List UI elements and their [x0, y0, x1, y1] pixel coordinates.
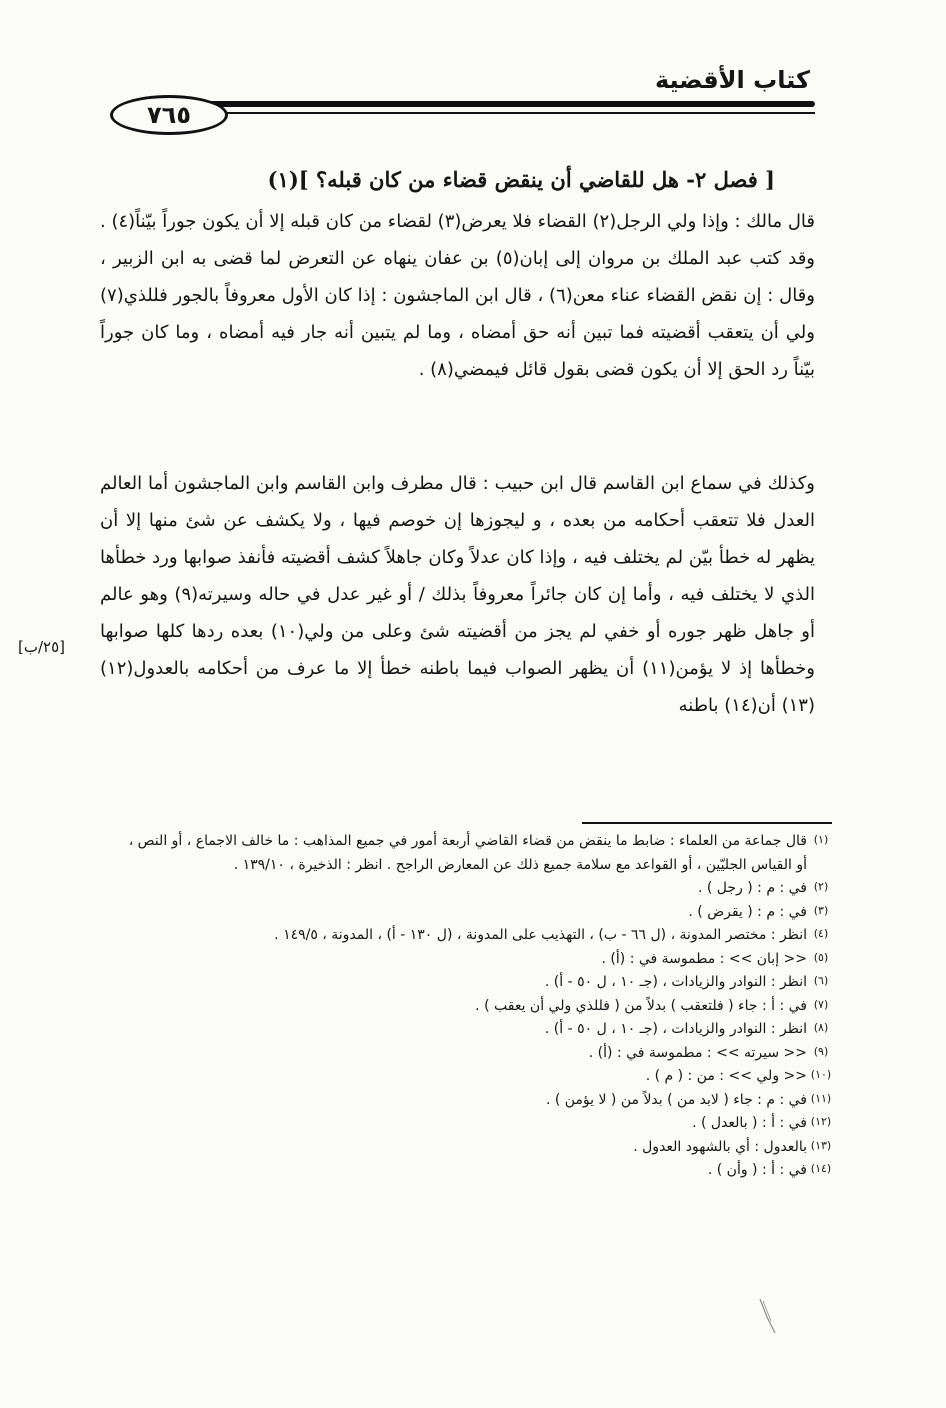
footnote-number: (١)	[813, 833, 829, 846]
footnote-text: انظر : النوادر والزيادات ، (جـ ١٠ ، ل ٥٠ - أ) .	[544, 974, 807, 990]
footnote	[120, 1112, 835, 1136]
footnote-number: (٣)	[813, 903, 829, 917]
footnote-text: في : أ : ( بالعدل ) .	[692, 1115, 807, 1131]
footnote-number: (١٤)	[810, 1162, 832, 1175]
footnote	[120, 1042, 835, 1066]
footnote	[120, 830, 835, 877]
footnote-text: بالعدول : أي بالشهود العدول .	[633, 1138, 807, 1155]
footnote-number: (١٢)	[810, 1115, 832, 1128]
footnote-text: في : أ : ( وأن ) .	[707, 1162, 807, 1178]
manuscript-folio-note: [٢٥/ب]	[18, 638, 66, 656]
footnote-divider	[582, 822, 832, 824]
footnotes	[120, 830, 835, 1183]
footnote-text: في : م : جاء ( لابد من ) بدلاً من ( لا يؤمن ) .	[545, 1091, 807, 1108]
footnote	[120, 971, 835, 995]
footnote-text: قال جماعة من العلماء : ضابط ما ينقض من قضاء القاضي أربعة أمور في جميع المذاهب : ما خالف الاجماع ، أو النص ، أو القياس الجليّين ، أو القواعد مع سلامة جميع ذلك عن المعارض الراجح . انظر : الذخيرة ، ١٣٩/١٠ .	[128, 833, 807, 873]
footnote	[120, 901, 835, 925]
book-title: كتاب الأقضية	[654, 66, 810, 94]
footnote-number: (٢)	[813, 880, 829, 893]
footnote-number: (٨)	[813, 1021, 829, 1034]
paragraph: وكذلك في سماع ابن القاسم قال ابن حبيب : قال مطرف وابن القاسم وابن الماجشون أما العالم العدل فلا تتعقب أحكامه من بعده ، و ليجوزها إن خوصم فيها ، ولا يكشف عن شئ منها إلا أن يظهر له خطأ بيّن لم يختلف فيه ، وإذا كان عدلاً وكان جاهلاً كشف أقضيته فأنفذ صوابها ورد خطأها الذي لا يختلف فيه ، وأما إن كان جائراً معروفاً بذلك / أو غير عدل في حاله وسيرته(٩) وهو عالم أو جاهل ظهر جوره أو خفي لم يجز من أقضيته شئ وعلى من ولي(١٠) بعده ردها كلها صوابها وخطأها إذ لا يؤمن(١١) أن يظهر الصواب فيما باطنه خطأ إلا ما عرف من أحكامه بالعدول(١٢)(١٣) أن(١٤) باطنه	[100, 473, 816, 716]
section-heading: [ فصل ٢- هل للقاضي أن ينقض قضاء من كان قبله؟ ](١)	[267, 167, 775, 192]
footnote-number: (٥)	[813, 950, 829, 964]
footnote-text: انظر : النوادر والزيادات ، (جـ ١٠ ، ل ٥٠ - أ) .	[544, 1021, 807, 1037]
scan-scratch-mark	[755, 1297, 785, 1337]
footnote	[120, 948, 835, 972]
footnote-text: انظر : مختصر المدونة ، (ل ٦٦ - ب) ، التهذيب على المدونة ، (ل ١٣٠ - أ) ، المدونة ، ١٤٩/٥ .	[274, 927, 807, 943]
footnote-text: في : م : ( يقرض ) .	[688, 903, 807, 920]
footnote-text: في : م : ( رجل ) .	[697, 880, 807, 896]
header-rule-thick	[205, 101, 815, 107]
footnote	[120, 1065, 835, 1089]
footnote-text: << سيرته >> : مطموسة في : (أ) .	[588, 1044, 807, 1061]
page-number: ٧٦٥	[110, 95, 228, 135]
footnote	[120, 995, 835, 1019]
footnote-number: (٩)	[813, 1044, 829, 1058]
footnote	[120, 1136, 835, 1160]
footnote-number: (١٣)	[810, 1138, 832, 1152]
footnote	[120, 1089, 835, 1113]
footnote-text: << ولي >> : من : ( م ) .	[645, 1068, 807, 1084]
footnote	[120, 877, 835, 901]
footnote-number: (١١)	[810, 1091, 832, 1105]
footnote	[120, 1018, 835, 1042]
footnote	[120, 924, 835, 948]
footnote-number: (٦)	[813, 974, 829, 987]
footnote-number: (٧)	[813, 997, 829, 1011]
footnote-number: (٤)	[813, 927, 829, 940]
footnote-number: (١٠)	[810, 1068, 832, 1081]
footnote	[120, 1159, 835, 1183]
header-rule-thin	[205, 112, 815, 114]
footnote-text: في : أ : جاء ( فلتعقب ) بدلاً من ( فللذي ولي أن يعقب ) .	[475, 997, 807, 1014]
paragraph: قال مالك : وإذا ولي الرجل(٢) القضاء فلا يعرض(٣) لقضاء من كان قبله إلا أن يكون جوراً بيّناً(٤) . وقد كتب عبد الملك بن مروان إلى إبان(٥) بن عفان ينهاه عن التعرض لما قضى به ابن الزبير ، وقال : إن نقض القضاء عناء معن(٦) ، قال ابن الماجشون : إذا كان الأول معروفاً بالجور فللذي(٧) ولي أن يتعقب أقضيته فما تبين أنه حق أمضاه ، وما لم يتبين أنه جار فيه أمضاه ، وما كان جوراً بيّناً رد الحق إلا أن يكون قضى بقول قائل فيمضي(٨) .	[100, 211, 815, 380]
footnote-text: << إبان >> : مطموسة في : (أ) .	[601, 950, 807, 967]
